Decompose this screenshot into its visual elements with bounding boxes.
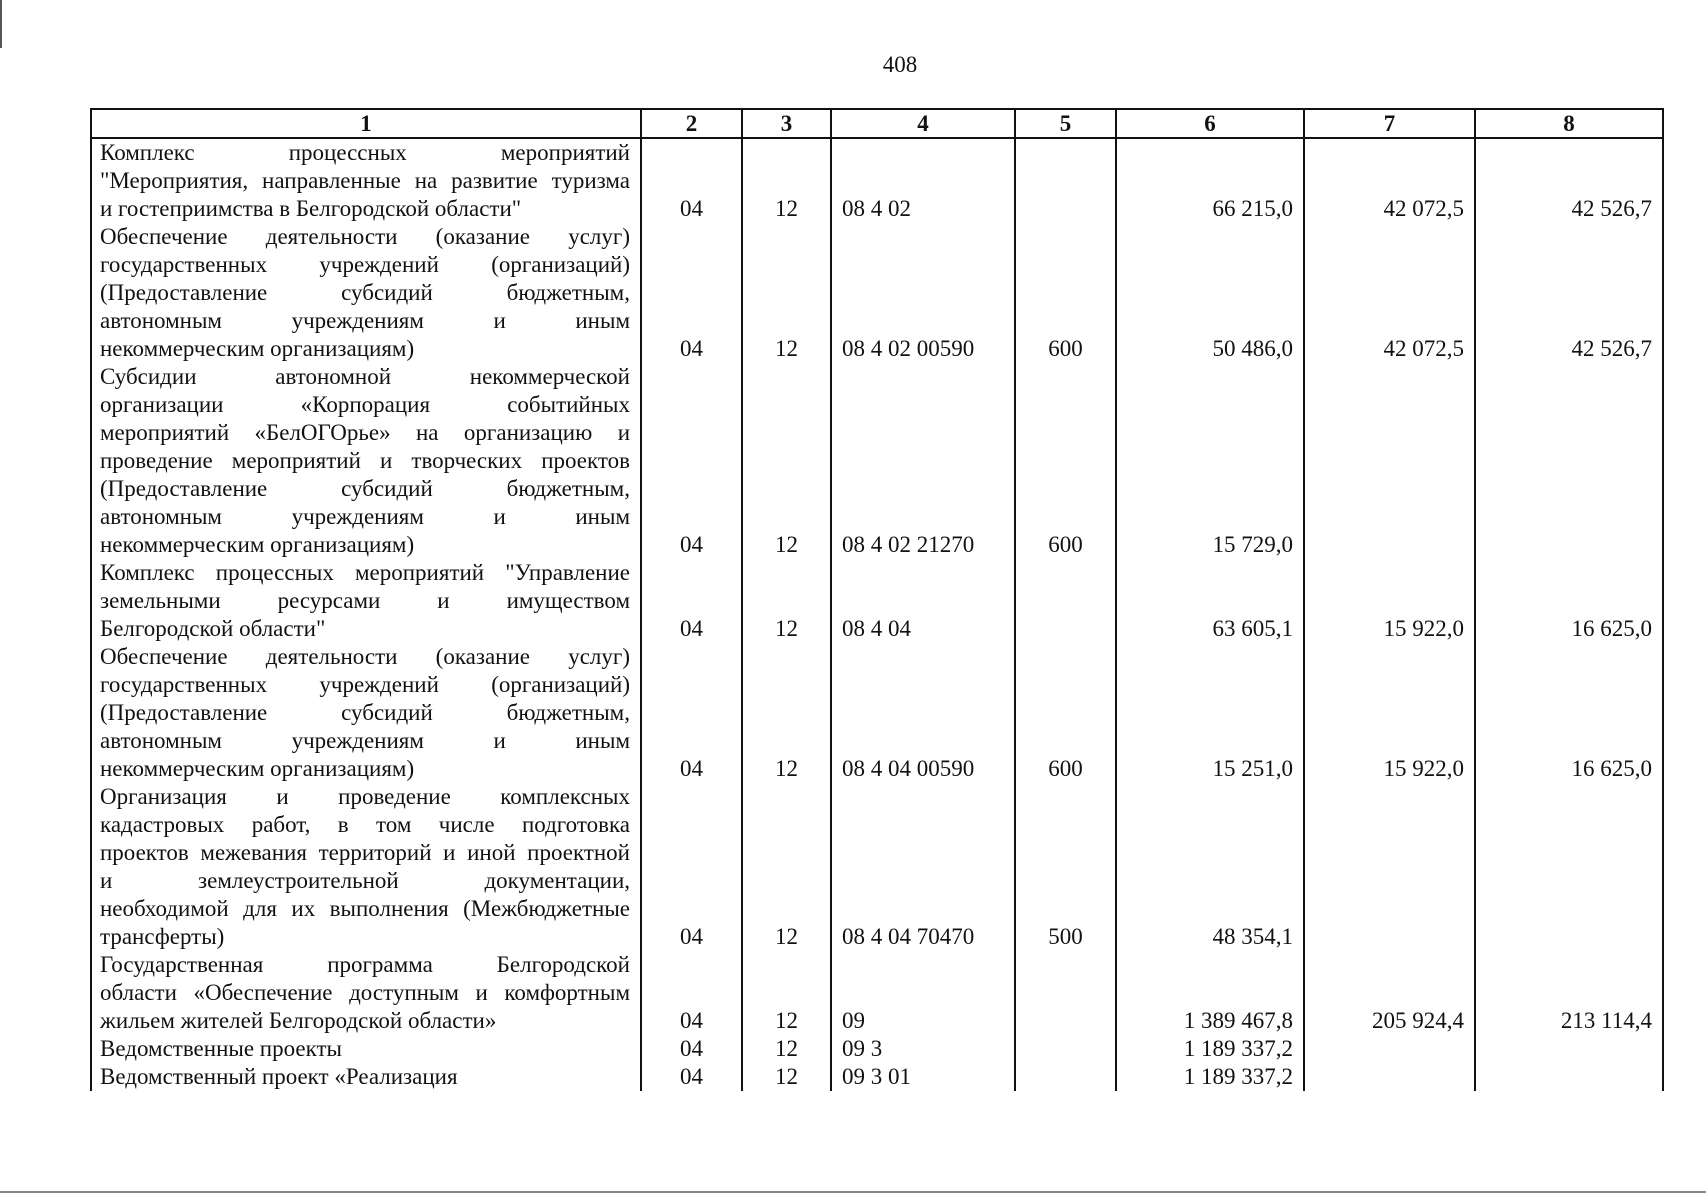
target-article-code: 08 4 02 <box>831 138 1015 223</box>
section-code: 04 <box>641 223 742 363</box>
description-line: некоммерческим организациям) <box>100 532 415 557</box>
amount-col-8 <box>1475 1035 1663 1063</box>
section-code: 04 <box>641 1063 742 1091</box>
row-description <box>91 783 641 951</box>
target-article-code: 09 3 <box>831 1035 1015 1063</box>
row-description <box>91 559 641 643</box>
section-code: 04 <box>641 951 742 1035</box>
table-row <box>91 223 1663 363</box>
section-code: 04 <box>641 1035 742 1063</box>
expense-type-code: 600 <box>1015 363 1116 559</box>
scan-edge-left <box>0 0 2 48</box>
target-article-code: 08 4 04 00590 <box>831 643 1015 783</box>
description-line: Обеспечение деятельности (оказание услуг) <box>100 644 630 669</box>
header-col-4: 4 <box>831 109 1015 138</box>
amount-col-8: 42 526,7 <box>1475 138 1663 223</box>
description-line: некоммерческим организациям) <box>100 336 415 361</box>
target-article-code: 08 4 04 <box>831 559 1015 643</box>
description-line: и землеустроительной документации, <box>100 868 630 893</box>
expense-type-code <box>1015 1035 1116 1063</box>
section-code: 04 <box>641 643 742 783</box>
row-description <box>91 223 641 363</box>
description-line: Государственная программа Белгородской <box>100 952 630 977</box>
row-description <box>91 643 641 783</box>
header-col-8: 8 <box>1475 109 1663 138</box>
description-line: автономным учреждениям и иным <box>100 504 630 529</box>
header-col-7: 7 <box>1304 109 1475 138</box>
amount-col-8 <box>1475 1063 1663 1091</box>
section-code: 04 <box>641 363 742 559</box>
row-description <box>91 363 641 559</box>
table-row <box>91 138 1663 223</box>
description-line: государственных учреждений (организаций) <box>100 252 630 277</box>
page-number: 408 <box>882 52 918 77</box>
description-line: Ведомственные проекты <box>100 1036 342 1061</box>
description-line: Комплекс процессных мероприятий "Управление <box>100 560 630 585</box>
header-row <box>91 109 1663 138</box>
description-line: кадастровых работ, в том числе подготовка <box>100 812 630 837</box>
description-line: организации «Корпорация событийных <box>100 392 630 417</box>
amount-col-8 <box>1475 363 1663 559</box>
table-row <box>91 559 1663 643</box>
description-line: Комплекс процессных мероприятий <box>100 140 630 165</box>
table-row <box>91 643 1663 783</box>
target-article-code: 09 <box>831 951 1015 1035</box>
scan-edge-bottom <box>0 1191 1706 1193</box>
description-line: жильем жителей Белгородской области» <box>100 1008 497 1033</box>
row-description <box>91 951 641 1035</box>
amount-col-6: 66 215,0 <box>1116 138 1304 223</box>
description-line: (Предоставление субсидий бюджетным, <box>100 700 630 725</box>
table-row <box>91 1035 1663 1063</box>
amount-col-8 <box>1475 783 1663 951</box>
amount-col-8: 16 625,0 <box>1475 559 1663 643</box>
subsection-code: 12 <box>742 223 831 363</box>
description-line: мероприятий «БелОГОрье» на организацию и <box>100 420 630 445</box>
amount-col-7 <box>1304 1063 1475 1091</box>
expense-type-code <box>1015 951 1116 1035</box>
header-col-3: 3 <box>742 109 831 138</box>
amount-col-6: 15 251,0 <box>1116 643 1304 783</box>
section-code: 04 <box>641 138 742 223</box>
amount-col-7 <box>1304 1035 1475 1063</box>
amount-col-6: 48 354,1 <box>1116 783 1304 951</box>
table-row <box>91 1063 1663 1091</box>
description-line: Ведомственный проект «Реализация <box>100 1064 458 1089</box>
amount-col-7: 42 072,5 <box>1304 223 1475 363</box>
subsection-code: 12 <box>742 559 831 643</box>
amount-col-6: 1 189 337,2 <box>1116 1063 1304 1091</box>
amount-col-7 <box>1304 783 1475 951</box>
description-line: Обеспечение деятельности (оказание услуг) <box>100 224 630 249</box>
amount-col-6: 50 486,0 <box>1116 223 1304 363</box>
expense-type-code <box>1015 138 1116 223</box>
amount-col-7: 15 922,0 <box>1304 559 1475 643</box>
header-col-5: 5 <box>1015 109 1116 138</box>
description-line: Белгородской области" <box>100 616 326 641</box>
subsection-code: 12 <box>742 951 831 1035</box>
description-line: проведение мероприятий и творческих проектов <box>100 448 630 473</box>
subsection-code: 12 <box>742 783 831 951</box>
amount-col-8: 42 526,7 <box>1475 223 1663 363</box>
description-line: (Предоставление субсидий бюджетным, <box>100 280 630 305</box>
amount-col-7: 205 924,4 <box>1304 951 1475 1035</box>
target-article-code: 08 4 02 00590 <box>831 223 1015 363</box>
amount-col-6: 1 189 337,2 <box>1116 1035 1304 1063</box>
target-article-code: 09 3 01 <box>831 1063 1015 1091</box>
target-article-code: 08 4 02 21270 <box>831 363 1015 559</box>
amount-col-6: 63 605,1 <box>1116 559 1304 643</box>
header-col-6: 6 <box>1116 109 1304 138</box>
header-col-1: 1 <box>91 109 641 138</box>
description-line: проектов межевания территорий и иной проектной <box>100 840 630 865</box>
subsection-code: 12 <box>742 138 831 223</box>
description-line: (Предоставление субсидий бюджетным, <box>100 476 630 501</box>
description-line: Субсидии автономной некоммерческой <box>100 364 630 389</box>
section-code: 04 <box>641 783 742 951</box>
target-article-code: 08 4 04 70470 <box>831 783 1015 951</box>
amount-col-7 <box>1304 363 1475 559</box>
description-line: государственных учреждений (организаций) <box>100 672 630 697</box>
description-line: автономным учреждениям и иным <box>100 308 630 333</box>
description-line: и гостеприимства в Белгородской области" <box>100 196 522 221</box>
amount-col-8: 213 114,4 <box>1475 951 1663 1035</box>
row-description <box>91 138 641 223</box>
description-line: земельными ресурсами и имуществом <box>100 588 630 613</box>
row-description <box>91 1063 641 1091</box>
expense-type-code: 500 <box>1015 783 1116 951</box>
budget-table <box>90 108 1664 1091</box>
description-line: необходимой для их выполнения (Межбюджетные <box>100 896 630 921</box>
subsection-code: 12 <box>742 643 831 783</box>
header-col-2: 2 <box>641 109 742 138</box>
amount-col-7: 42 072,5 <box>1304 138 1475 223</box>
table-row <box>91 783 1663 951</box>
amount-col-6: 1 389 467,8 <box>1116 951 1304 1035</box>
description-line: Организация и проведение комплексных <box>100 784 630 809</box>
table-row <box>91 951 1663 1035</box>
subsection-code: 12 <box>742 1035 831 1063</box>
row-description <box>91 1035 641 1063</box>
amount-col-6: 15 729,0 <box>1116 363 1304 559</box>
description-line: области «Обеспечение доступным и комфортным <box>100 980 630 1005</box>
amount-col-8: 16 625,0 <box>1475 643 1663 783</box>
table-row <box>91 363 1663 559</box>
section-code: 04 <box>641 559 742 643</box>
expense-type-code: 600 <box>1015 223 1116 363</box>
description-line: трансферты) <box>100 924 225 949</box>
expense-type-code <box>1015 1063 1116 1091</box>
description-line: "Мероприятия, направленные на развитие туризма <box>100 168 630 193</box>
amount-col-7: 15 922,0 <box>1304 643 1475 783</box>
description-line: автономным учреждениям и иным <box>100 728 630 753</box>
expense-type-code <box>1015 559 1116 643</box>
subsection-code: 12 <box>742 1063 831 1091</box>
expense-type-code: 600 <box>1015 643 1116 783</box>
subsection-code: 12 <box>742 363 831 559</box>
description-line: некоммерческим организациям) <box>100 756 415 781</box>
